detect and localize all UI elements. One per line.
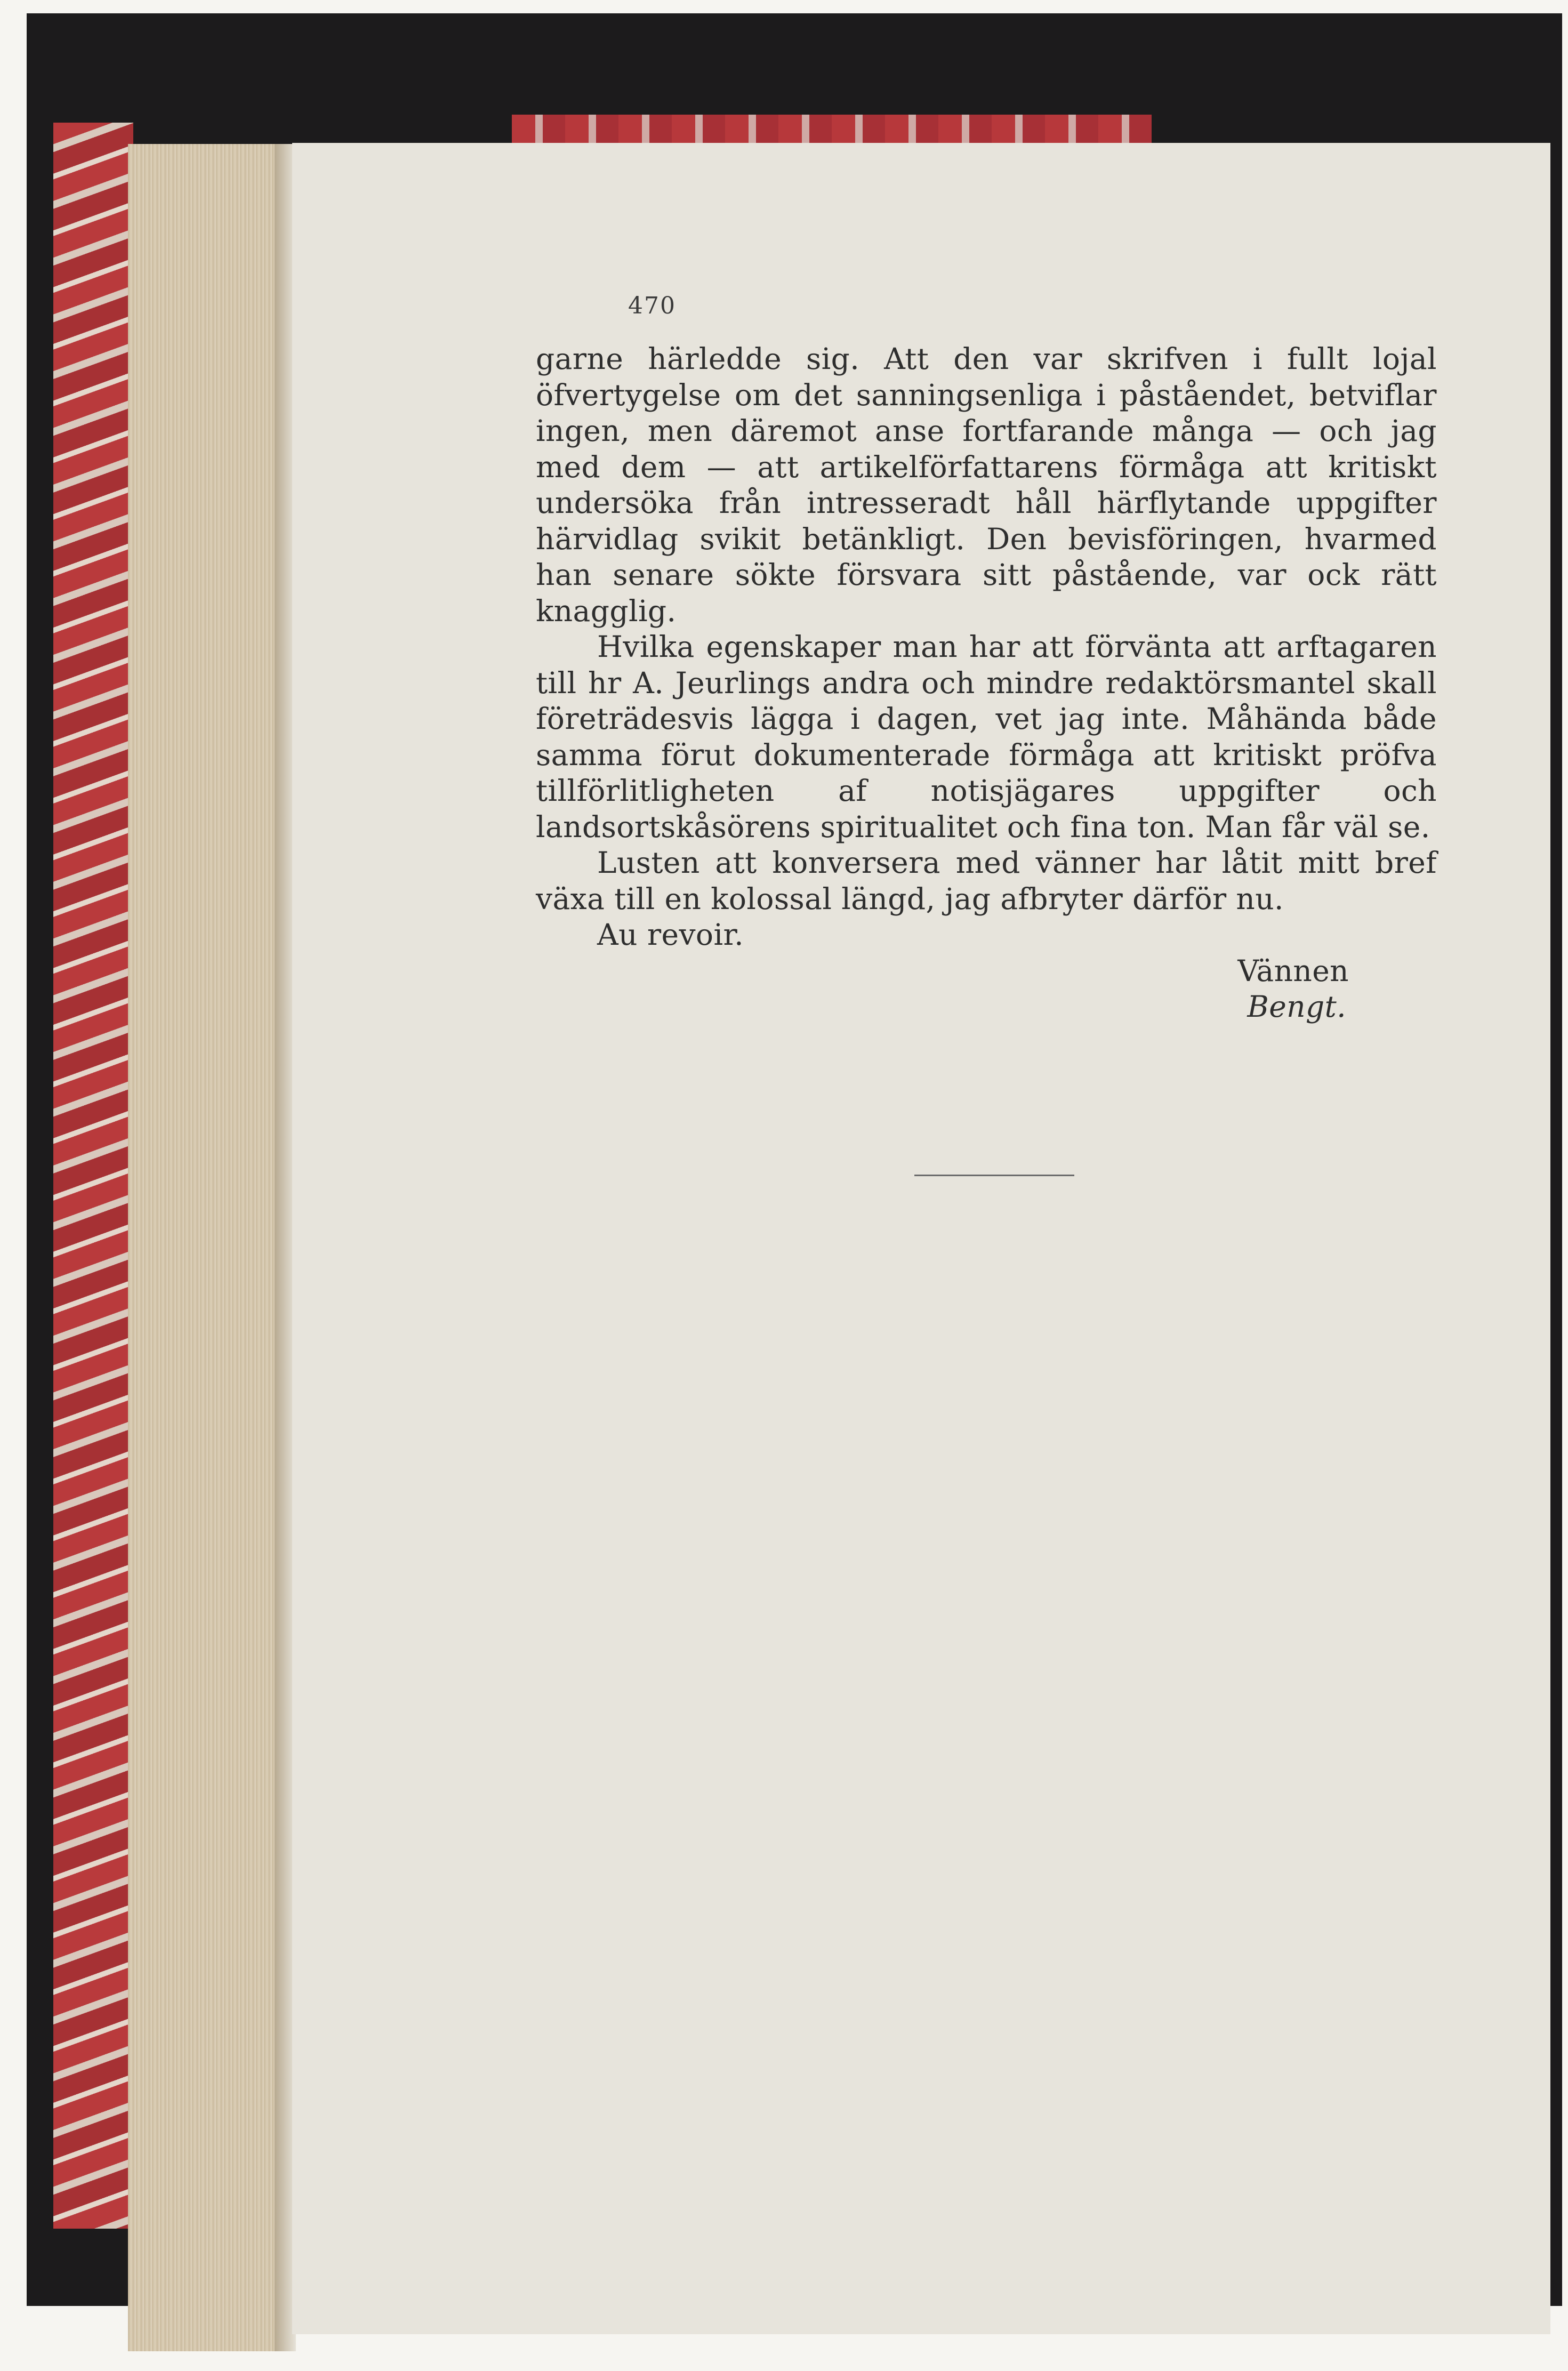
page-edges [128, 144, 288, 2351]
paragraph-3: Lusten att konversera med vänner har låtit mitt bref växa till en kolossal längd, jag afbryter därför nu. [536, 846, 1437, 916]
marbled-cover-edge [53, 123, 133, 2229]
page-number: 470 [628, 292, 676, 319]
signature-salutation: Vännen [1237, 953, 1349, 988]
closing-phrase: Au revoir. [597, 918, 744, 952]
paragraph-2: Hvilka egenskaper man har att förvänta att arftagaren till hr A. Jeurlings andra och mindre redaktörsmantel skall företrädesvis lägga i dagen, vet jag inte. Måhända både samma förut dokumenterade förmåga att kritiskt pröfva tillförlitligheten af notisjägares uppgifter och landsortskåsörens spiritualitet och fina ton. Man får väl se. [536, 630, 1437, 844]
signature-name: Bengt. [1247, 990, 1346, 1024]
section-divider [914, 1175, 1074, 1176]
page-text [536, 341, 1437, 1025]
paragraph-1: garne härledde sig. Att den var skrifven i fullt lojal öfvertygelse om det sanningsenliga i påståendet, betviflar ingen, men däremot anse fortfarande många — och jag med dem — att artikelförfattarens förmåga att kritiskt undersöka från intresseradt håll härflytande uppgifter härvidlag svikit betänkligt. Den bevisföringen, hvarmed han senare sökte försvara sitt påstående, var ock rätt knagglig. [536, 342, 1437, 628]
